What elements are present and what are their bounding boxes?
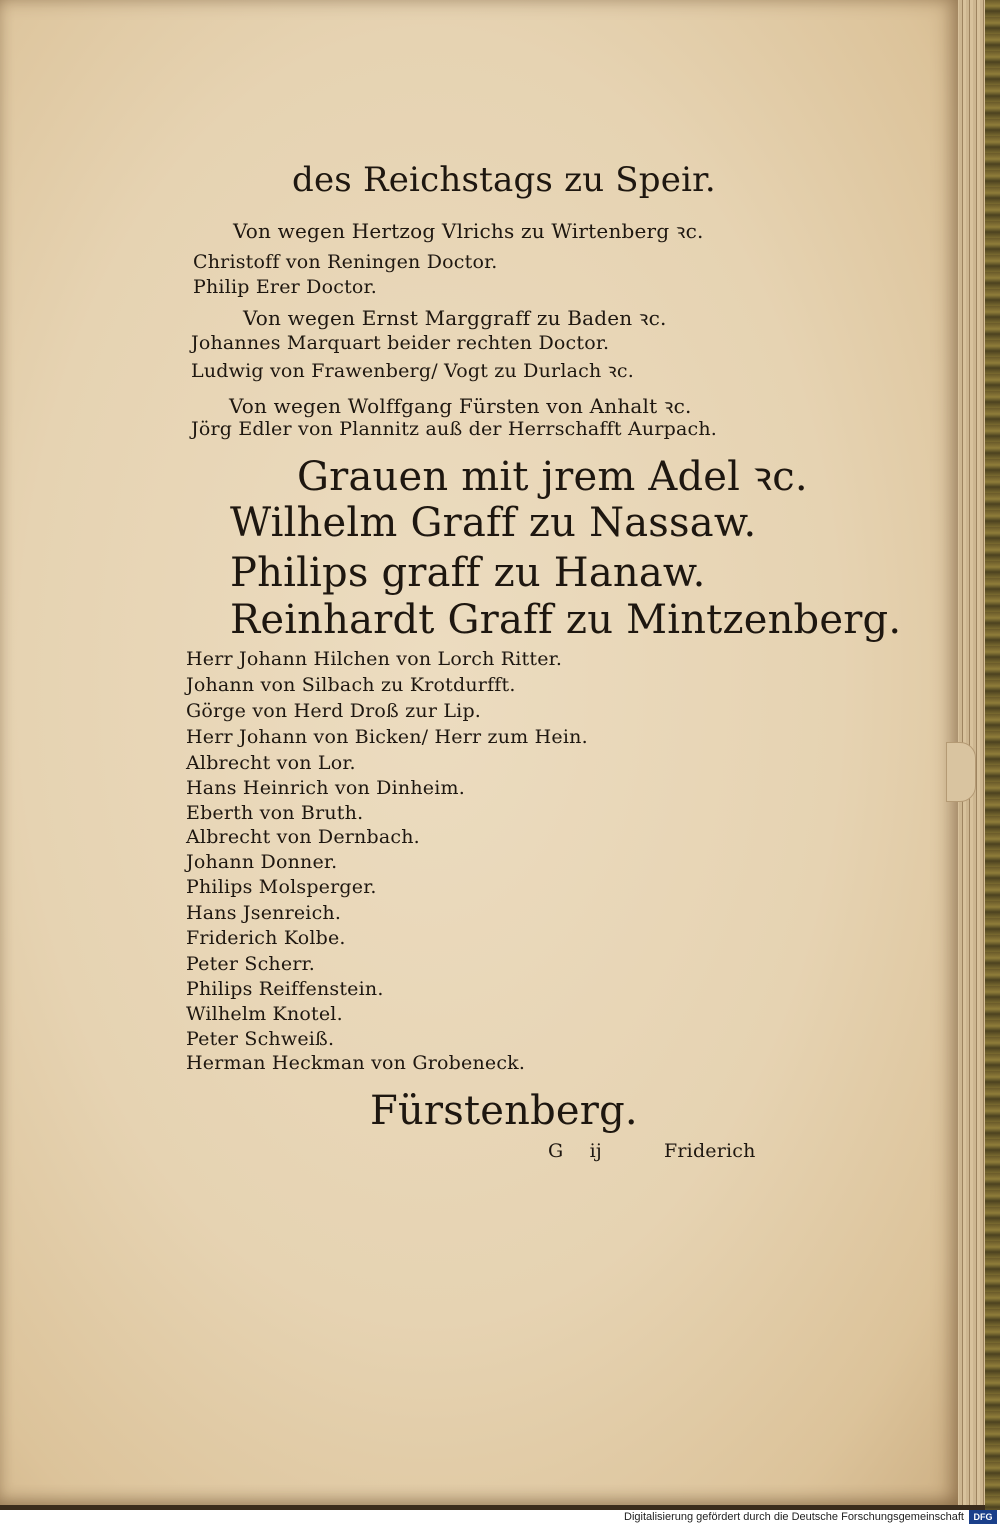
name-line: Philip Erer Doctor. [193,276,377,298]
name-line: Christoff von Reningen Doctor. [193,251,498,273]
noble-line: Herr Johann von Bicken/ Herr zum Hein. [186,726,588,748]
noble-line: Philips Molsperger. [186,876,377,898]
final-heading: Fürstenberg. [370,1088,638,1134]
section-heading: Von wegen Ernst Marggraff zu Baden ꝛc. [243,306,667,330]
catchword: Friderich [664,1140,756,1162]
noble-line: Albrecht von Lor. [186,752,356,774]
name-line: Ludwig von Frawenberg/ Vogt zu Durlach ꝛc. [191,360,634,382]
noble-line: Wilhelm Knotel. [186,1003,343,1025]
noble-line: Johann von Silbach zu Krotdurfft. [186,674,516,696]
noble-line: Albrecht von Dernbach. [186,826,420,848]
book-edge [985,0,1000,1510]
grafen-heading: Grauen mit jrem Adel ꝛc. [297,454,808,500]
count-line: Philips graff zu Hanaw. [230,550,706,596]
noble-line: Philips Reiffenstein. [186,978,384,1000]
count-line: Reinhardt Graff zu Mintzenberg. [230,597,902,643]
noble-line: Peter Scherr. [186,953,316,975]
noble-line: Hans Heinrich von Dinheim. [186,777,465,799]
running-head: des Reichstags zu Speir. [292,160,716,200]
section-heading: Von wegen Hertzog Vlrichs zu Wirtenberg ꝛc. [233,219,704,243]
noble-line: Eberth von Bruth. [186,802,364,824]
noble-line: Görge von Herd Droß zur Lip. [186,700,482,722]
footer-credit: Digitalisierung gefördert durch die Deutsche Forschungsgemeinschaft [624,1511,964,1523]
noble-line: Hans Jsenreich. [186,902,342,924]
name-line: Jörg Edler von Plannitz auß der Herrschafft Aurpach. [191,418,718,440]
signature-mark: G ij [548,1140,602,1162]
noble-line: Herman Heckman von Grobeneck. [186,1052,526,1074]
section-heading: Von wegen Wolffgang Fürsten von Anhalt ꝛc. [229,394,692,418]
dfg-logo: DFG [969,1510,997,1524]
noble-line: Herr Johann Hilchen von Lorch Ritter. [186,648,563,670]
count-line: Wilhelm Graff zu Nassaw. [230,500,757,546]
noble-line: Peter Schweiß. [186,1028,335,1050]
noble-line: Friderich Kolbe. [186,927,346,949]
name-line: Johannes Marquart beider rechten Doctor. [191,332,610,354]
noble-line: Johann Donner. [186,851,338,873]
